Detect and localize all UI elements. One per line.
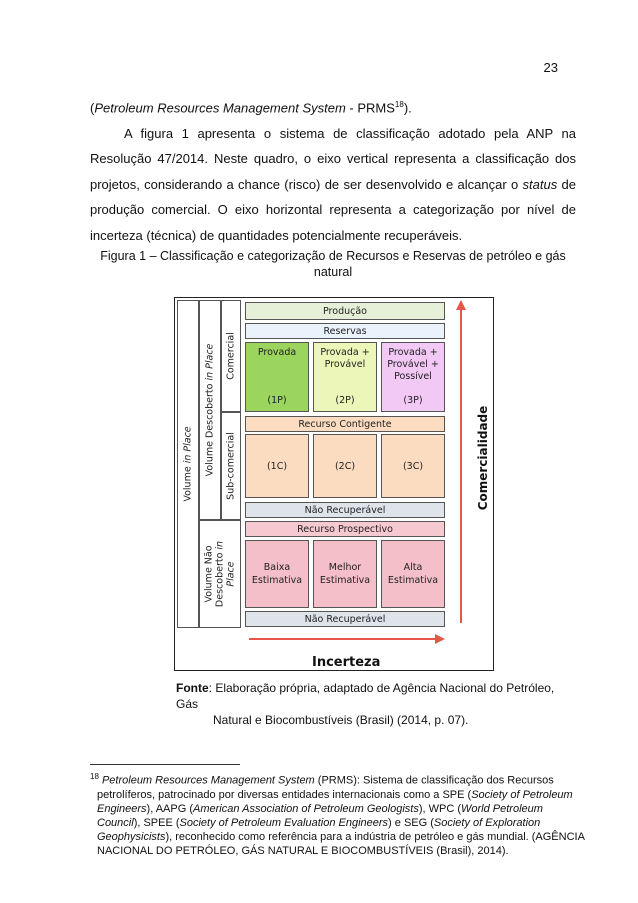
incerteza-label: Incerteza (312, 655, 381, 670)
nao-recuperavel-box-2: Não Recuperável (245, 611, 445, 627)
contingente-2c-box: (2C) (313, 434, 377, 498)
volume-in-place-label: Volume in Place (182, 426, 194, 502)
footnote-line-2: petrolíferos, patrocinado por diversas entidades internacionais como a SPE (Society of Petroleum (97, 788, 573, 801)
footnote-separator (90, 764, 240, 765)
paragraph-line-4: projetos, considerando a chance (risco) de ser desenvolvido e alcançar o status de (90, 176, 576, 192)
footnote (90, 770, 585, 858)
melhor-estimativa-box: Melhor Estimativa (313, 540, 377, 608)
comercialidade-arrow-head (456, 300, 466, 310)
figure-caption (90, 248, 576, 280)
footnote-line-3: Engineers), AAPG (American Association of Petroleum Geologists), WPC (World Petroleum (97, 802, 543, 815)
paragraph-line-6: incerteza (técnica) de quantidades potencialmente recuperáveis. (90, 227, 463, 243)
reservas-box: Reservas (245, 323, 445, 339)
caption-line-2: natural (313, 265, 353, 279)
incerteza-arrow-head (435, 634, 445, 644)
contingente-1c-box: (1C) (245, 434, 309, 498)
reserva-2p-box: Provada + Provável (2P) (313, 342, 377, 412)
footnote-line-5: Geophysicists), reconhecido como referência para a indústria de petróleo e gás mundial. (AGÊNCIA (97, 830, 585, 843)
recurso-contigente-box: Recurso Contigente (245, 416, 445, 432)
paragraph-line-1: (Petroleum Resources Management System - PRMS$^{18}$). (90, 100, 412, 116)
comercial-label: Comercial (225, 332, 237, 380)
caption-line-1: Figura 1 – Classificação e categorização de Recursos e Reservas de petróleo e gás (100, 249, 566, 263)
volume-descoberto-label: Volume Descoberto in Place (204, 343, 216, 477)
paragraph-line-3: Resolução 47/2014. Neste quadro, o eixo vertical representa a classificação dos (90, 151, 576, 167)
volume-nao-descoberto-label: Volume Não Descoberto in Place (203, 540, 237, 608)
footnote-line-1: $^{18}$ Petroleum Resources Management System (PRMS): Sistema de classificação dos Recursos (90, 772, 554, 787)
nao-recuperavel-box-1: Não Recuperável (245, 502, 445, 518)
paragraph-line-2: A figura 1 apresenta o sistema de classificação adotado pela ANP na (124, 125, 576, 141)
page-number: 23 (543, 60, 558, 75)
axis-arrows (175, 298, 493, 670)
producao-box: Produção (245, 302, 445, 320)
reserva-1p-box: Provada (1P) (245, 342, 309, 412)
comercialidade-label: Comercialidade (476, 405, 490, 511)
alta-estimativa-box: Alta Estimativa (381, 540, 445, 608)
body-paragraph (90, 92, 576, 248)
paragraph-line-5: produção comercial. O eixo horizontal representa a categorização por nível de (90, 202, 576, 218)
reserva-3p-box: Provada + Provável + Possível (3P) (381, 342, 445, 412)
footnote-line-6: NACIONAL DO PETRÓLEO, GÁS NATURAL E BIOCOMBUSTÍVEIS (Brasil), 2014). (97, 844, 509, 857)
baixa-estimativa-box: Baixa Estimativa (245, 540, 309, 608)
sub-comercial-label: Sub-comercial (225, 432, 237, 500)
prms-figure (174, 297, 494, 671)
recurso-prospectivo-box: Recurso Prospectivo (245, 521, 445, 537)
footnote-line-4: Council), SPEE (Society of Petroleum Evaluation Engineers) e SEG (Society of Exploration (97, 816, 541, 829)
figure-source: Fonte: Elaboração própria, adaptado de Agência Nacional do Petróleo, Gás Natural e Biocombustíveis (Brasil) (2014, p. 07). (176, 681, 555, 727)
contingente-3c-box: (3C) (381, 434, 445, 498)
